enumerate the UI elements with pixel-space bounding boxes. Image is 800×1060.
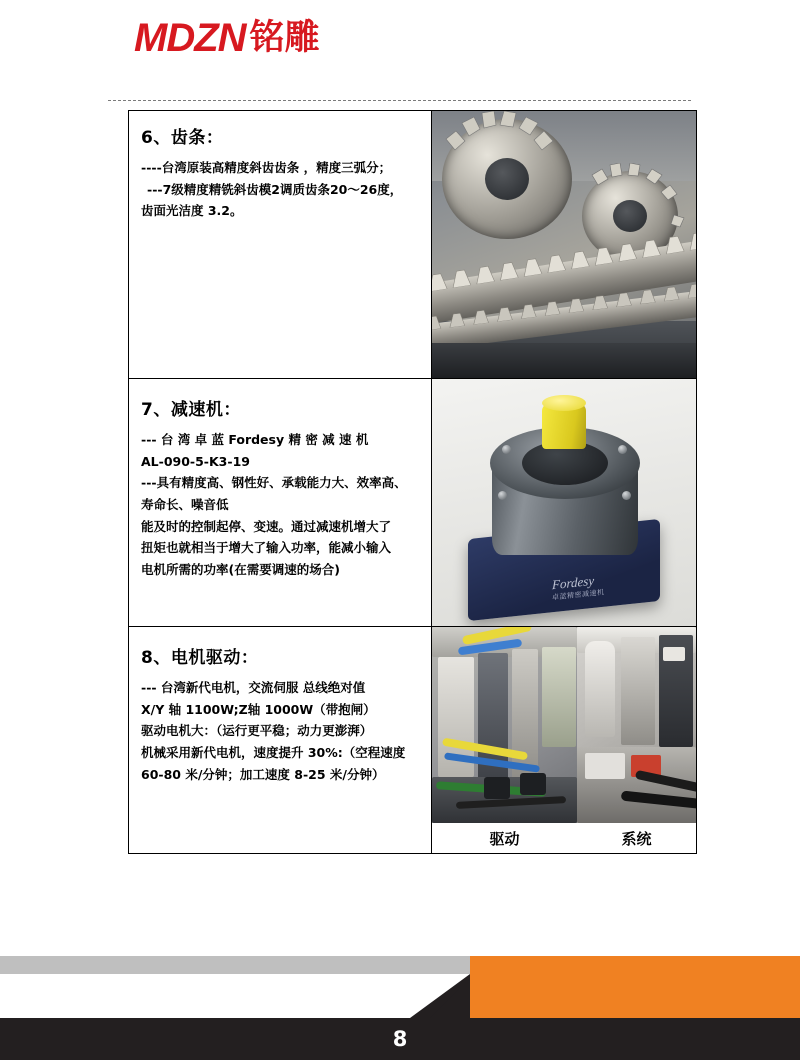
row-6-line-2: ---7级精度精铣斜齿模2调质齿条20～26度， <box>147 181 403 197</box>
page-header <box>0 0 800 92</box>
row-8-line-2: X/Y 轴 1100W;Z轴 1000W（带抱闸） <box>141 701 376 717</box>
row-7-line-5: 能及时的控制起停、变速。通过减速机增大了 <box>141 518 392 534</box>
row-6-body <box>141 158 421 222</box>
bolt-icon <box>498 491 507 500</box>
row-7-line-7: 电机所需的功率(在需要调速的场合) <box>141 561 340 577</box>
row-6-image-cell <box>432 111 697 379</box>
page-footer <box>0 956 800 1060</box>
row-8-text-cell <box>129 627 432 854</box>
spec-table <box>128 110 697 854</box>
row-7-line-2: AL-090-5-K3-19 <box>141 453 250 469</box>
caption-drive: 驱动 <box>489 829 520 848</box>
bolt-icon <box>622 491 631 500</box>
row-8-line-4: 机械采用新代电机，速度提升 30%:（空程速度 <box>141 744 406 760</box>
bolt-icon <box>618 445 627 454</box>
row-6-line-1: ----台湾原装高精度斜齿齿条 ，精度三弧分； <box>141 160 392 175</box>
row-7-line-4: 寿命长、噪音低 <box>141 496 229 512</box>
row-7-line-6: 扭矩也就相当于增大了输入功率，能减小输入 <box>141 540 392 556</box>
helical-rack-and-pinion-photo <box>432 111 696 378</box>
row-6-line-3: 齿面光洁度 3.2。 <box>141 203 243 219</box>
row-7-body <box>141 430 421 580</box>
row-7-title: 7、减速机： <box>141 400 241 420</box>
row-8-line-3: 驱动电机大：（运行更平稳；动力更澎湃） <box>141 723 373 739</box>
row-8-captions <box>432 823 696 853</box>
caption-system: 系统 <box>621 829 652 848</box>
header-divider <box>108 100 691 101</box>
table-row <box>129 111 697 379</box>
logo-wordmark <box>134 18 246 58</box>
footer-grey-bar <box>0 956 470 974</box>
white-cylinder-component <box>585 641 615 737</box>
table-row <box>129 627 697 854</box>
servo-drive-cabinet-photo <box>432 627 577 823</box>
row-8-title: 8、电机驱动： <box>141 648 259 668</box>
row-8-line-5: 60-80 米/分钟；加工速度 8-25 米/分钟） <box>141 766 385 782</box>
row-7-line-3: ---具有精度高、钢性好、承载能力大、效率高、 <box>141 475 407 491</box>
yellow-shaft-cap <box>542 403 586 449</box>
row-6-text-cell <box>129 111 432 379</box>
page-number: 8 <box>392 1027 408 1051</box>
row-8-image-cell <box>432 627 697 854</box>
gearbox-brand-label: Fordesy <box>552 572 595 593</box>
gearbox-brand-sub: 卓蓝精密减速机 <box>552 589 605 602</box>
cnc-control-system-photo <box>577 627 696 823</box>
table-row <box>129 379 697 627</box>
footer-orange-block <box>470 956 800 1018</box>
fordesy-planetary-gearbox-photo <box>432 379 696 626</box>
row-7-image-cell <box>432 379 697 627</box>
row-7-text-cell <box>129 379 432 627</box>
logo-wordmark-text: MDZN <box>134 16 246 60</box>
row-7-line-1: --- 台 湾 卓 蓝 Fordesy 精 密 减 速 机 <box>141 432 369 447</box>
row-8-line-1: --- 台湾新代电机，交流伺服 总线绝对值 <box>141 680 366 695</box>
row-6-title: 6、齿条： <box>141 128 224 148</box>
company-logo <box>134 18 320 58</box>
row-8-body <box>141 678 421 785</box>
logo-chinese-name: 铭雕 <box>249 18 320 58</box>
bolt-icon <box>502 445 511 454</box>
logo-swoosh-icon <box>134 50 266 62</box>
